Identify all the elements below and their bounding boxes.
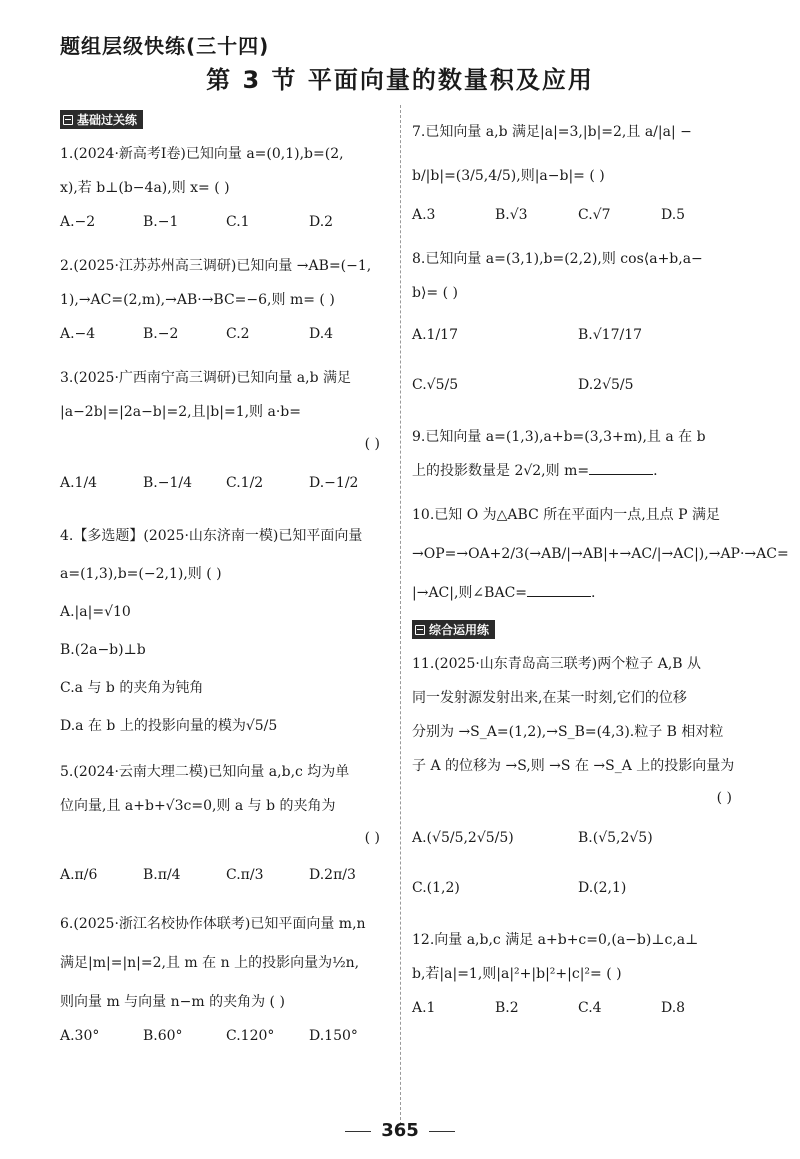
option-b: B.−2 (143, 326, 179, 342)
problem-stem-line: 12.向量 a,b,c 满足 a+b+c=0,(a−b)⊥c,a⊥ (412, 932, 699, 948)
option-d: D.4 (309, 326, 334, 342)
problem-stem-line: 11.(2025·山东青岛高三联考)两个粒子 A,B 从 (412, 656, 702, 672)
problem-2 (60, 249, 392, 351)
problem-stem-line: 7.已知向量 a,b 满足|a|=3,|b|=2,且 a/|a| − (412, 124, 692, 140)
option-c: C.√7 (578, 207, 611, 223)
answer-blank (527, 584, 591, 597)
option-a: A.3 (412, 207, 436, 223)
section-icon (415, 625, 425, 635)
page-number-dash (429, 1131, 455, 1132)
section-tag-label: 综合运用练 (429, 623, 490, 637)
problem-stem-line: 8.已知向量 a=(3,1),b=(2,2),则 cos⟨a+b,a− (412, 251, 703, 267)
option-list (412, 813, 744, 913)
left-column (60, 110, 392, 1063)
option-c: C.1 (226, 214, 250, 230)
option-a: A.−4 (60, 326, 96, 342)
problem-stem-line: 位向量,且 a+b+√3c=0,则 a 与 b 的夹角为 (60, 798, 336, 814)
exercise-group-title: 题组层级快练(三十四) (60, 34, 270, 58)
option-c: C.√5/5 (412, 377, 459, 393)
problem-stem-line: 6.(2025·浙江名校协作体联考)已知平面向量 m,n (60, 916, 366, 932)
option-list (60, 205, 392, 239)
problem-1 (60, 137, 392, 239)
option-d: D.a 在 b 上的投影向量的模为√5/5 (60, 718, 278, 734)
option-d: D.150° (309, 1028, 358, 1044)
problem-stem-line: b⟩= ( ) (412, 285, 458, 301)
section-title: 第 3 节 平面向量的数量积及应用 (206, 66, 594, 94)
option-a: A.1/17 (412, 327, 458, 343)
problem-stem-line: b,若|a|=1,则|a|²+|b|²+|c|²= ( ) (412, 966, 622, 982)
problem-stem-line: 同一发射源发射出来,在某一时刻,它们的位移 (412, 690, 687, 706)
option-b: B.√3 (495, 207, 528, 223)
problem-stem-line: b/|b|=(3/5,4/5),则|a−b|= ( ) (412, 168, 605, 184)
option-c: C.2 (226, 326, 250, 342)
option-d: D.2 (309, 214, 334, 230)
option-a: A.1/4 (60, 475, 98, 491)
problem-8 (412, 242, 744, 410)
page-number (0, 1120, 800, 1141)
column-divider (400, 105, 401, 1125)
answer-parentheses: ( ) (364, 830, 380, 846)
problem-5 (60, 755, 392, 897)
problem-9 (412, 420, 744, 488)
section-icon (63, 115, 73, 125)
problem-stem-line: →OP=→OA+2/3(→AB/|→AB|+→AC/|→AC|),→AP·→AC= (412, 546, 789, 562)
option-c: C.(1,2) (412, 880, 460, 896)
option-b: B.(√5,2√5) (578, 830, 653, 846)
option-b: B.60° (143, 1028, 183, 1044)
option-list (412, 310, 744, 410)
problem-stem-line: 则向量 m 与向量 n−m 的夹角为 ( ) (60, 994, 285, 1010)
problem-stem-line: 1.(2024·新高考Ⅰ卷)已知向量 a=(0,1),b=(2, (60, 146, 344, 162)
option-b: B.(2a−b)⊥b (60, 642, 146, 658)
option-list (60, 317, 392, 351)
problem-4 (60, 517, 392, 745)
option-list (60, 853, 392, 897)
answer-blank (589, 462, 653, 475)
option-c: C.120° (226, 1028, 275, 1044)
answer-parentheses: ( ) (716, 790, 732, 806)
option-a: A.(√5/5,2√5/5) (412, 830, 514, 846)
problem-stem-line: |a−2b|=|2a−b|=2,且|b|=1,则 a·b= (60, 404, 302, 420)
problem-stem-line: 5.(2024·云南大理二模)已知向量 a,b,c 均为单 (60, 764, 350, 780)
problem-stem-text: 上的投影数量是 2√2,则 m= (412, 463, 590, 479)
page-number-value: 365 (381, 1120, 419, 1141)
option-d: D.−1/2 (309, 475, 359, 491)
problem-stem-line: |→AC|,则∠BAC= . (412, 585, 596, 601)
problem-stem-line: 分别为 →S_A=(1,2),→S_B=(4,3).粒子 B 相对粒 (412, 724, 724, 740)
option-d: D.2√5/5 (578, 377, 634, 393)
problem-11 (412, 647, 744, 913)
problem-3 (60, 361, 392, 507)
problem-stem-line: 4.【多选题】(2025·山东济南一模)已知平面向量 (60, 528, 363, 544)
option-b: B.√17/17 (578, 327, 643, 343)
option-list (60, 1019, 392, 1053)
option-a: A.−2 (60, 214, 96, 230)
option-a: A.|a|=√10 (60, 604, 131, 620)
problem-stem-line: 2.(2025·江苏苏州高三调研)已知向量 →AB=(−1, (60, 258, 372, 274)
option-c: C.4 (578, 1000, 602, 1016)
option-c: C.a 与 b 的夹角为钝角 (60, 680, 204, 696)
problem-stem-line: 9.已知向量 a=(1,3),a+b=(3,3+m),且 a 在 b (412, 429, 706, 445)
option-b: B.−1/4 (143, 475, 192, 491)
option-list (412, 198, 744, 232)
option-a: A.π/6 (60, 867, 98, 883)
option-c: C.π/3 (226, 867, 264, 883)
section-tag-basic (60, 110, 143, 129)
option-c: C.1/2 (226, 475, 264, 491)
page-number-dash (345, 1131, 371, 1132)
option-d: D.5 (661, 207, 686, 223)
problem-6 (60, 907, 392, 1053)
option-list (412, 991, 744, 1025)
option-d: D.(2,1) (578, 880, 627, 896)
problem-stem-line: 子 A 的位移为 →S,则 →S 在 →S_A 上的投影向量为 (412, 758, 735, 774)
problem-12 (412, 923, 744, 1025)
option-b: B.−1 (143, 214, 179, 230)
page-header (0, 0, 800, 100)
option-a: A.30° (60, 1028, 100, 1044)
option-a: A.1 (412, 1000, 436, 1016)
right-column (412, 110, 789, 1035)
section-tag-label: 基础过关练 (77, 113, 138, 127)
problem-10 (412, 498, 789, 610)
problem-stem-line: x),若 b⊥(b−4a),则 x= ( ) (60, 180, 230, 196)
problem-stem-line: 满足|m|=|n|=2,且 m 在 n 上的投影向量为½n, (60, 955, 360, 971)
option-list (60, 459, 392, 507)
problem-stem-line: 10.已知 O 为△ABC 所在平面内一点,且点 P 满足 (412, 507, 720, 523)
problem-stem-line: a=(1,3),b=(−2,1),则 ( ) (60, 566, 222, 582)
problem-stem-line: 上的投影数量是 2√2,则 m= . (412, 463, 658, 479)
section-tag-comprehensive (412, 620, 495, 639)
problem-stem-line: 1),→AC=(2,m),→AB·→BC=−6,则 m= ( ) (60, 292, 335, 308)
option-b: B.2 (495, 1000, 519, 1016)
option-b: B.π/4 (143, 867, 181, 883)
problem-stem-line: 3.(2025·广西南宁高三调研)已知向量 a,b 满足 (60, 370, 352, 386)
problem-7 (412, 110, 744, 232)
option-d: D.2π/3 (309, 867, 356, 883)
problem-stem-text: |→AC|,则∠BAC= (412, 585, 528, 601)
option-d: D.8 (661, 1000, 686, 1016)
answer-parentheses: ( ) (364, 436, 380, 452)
